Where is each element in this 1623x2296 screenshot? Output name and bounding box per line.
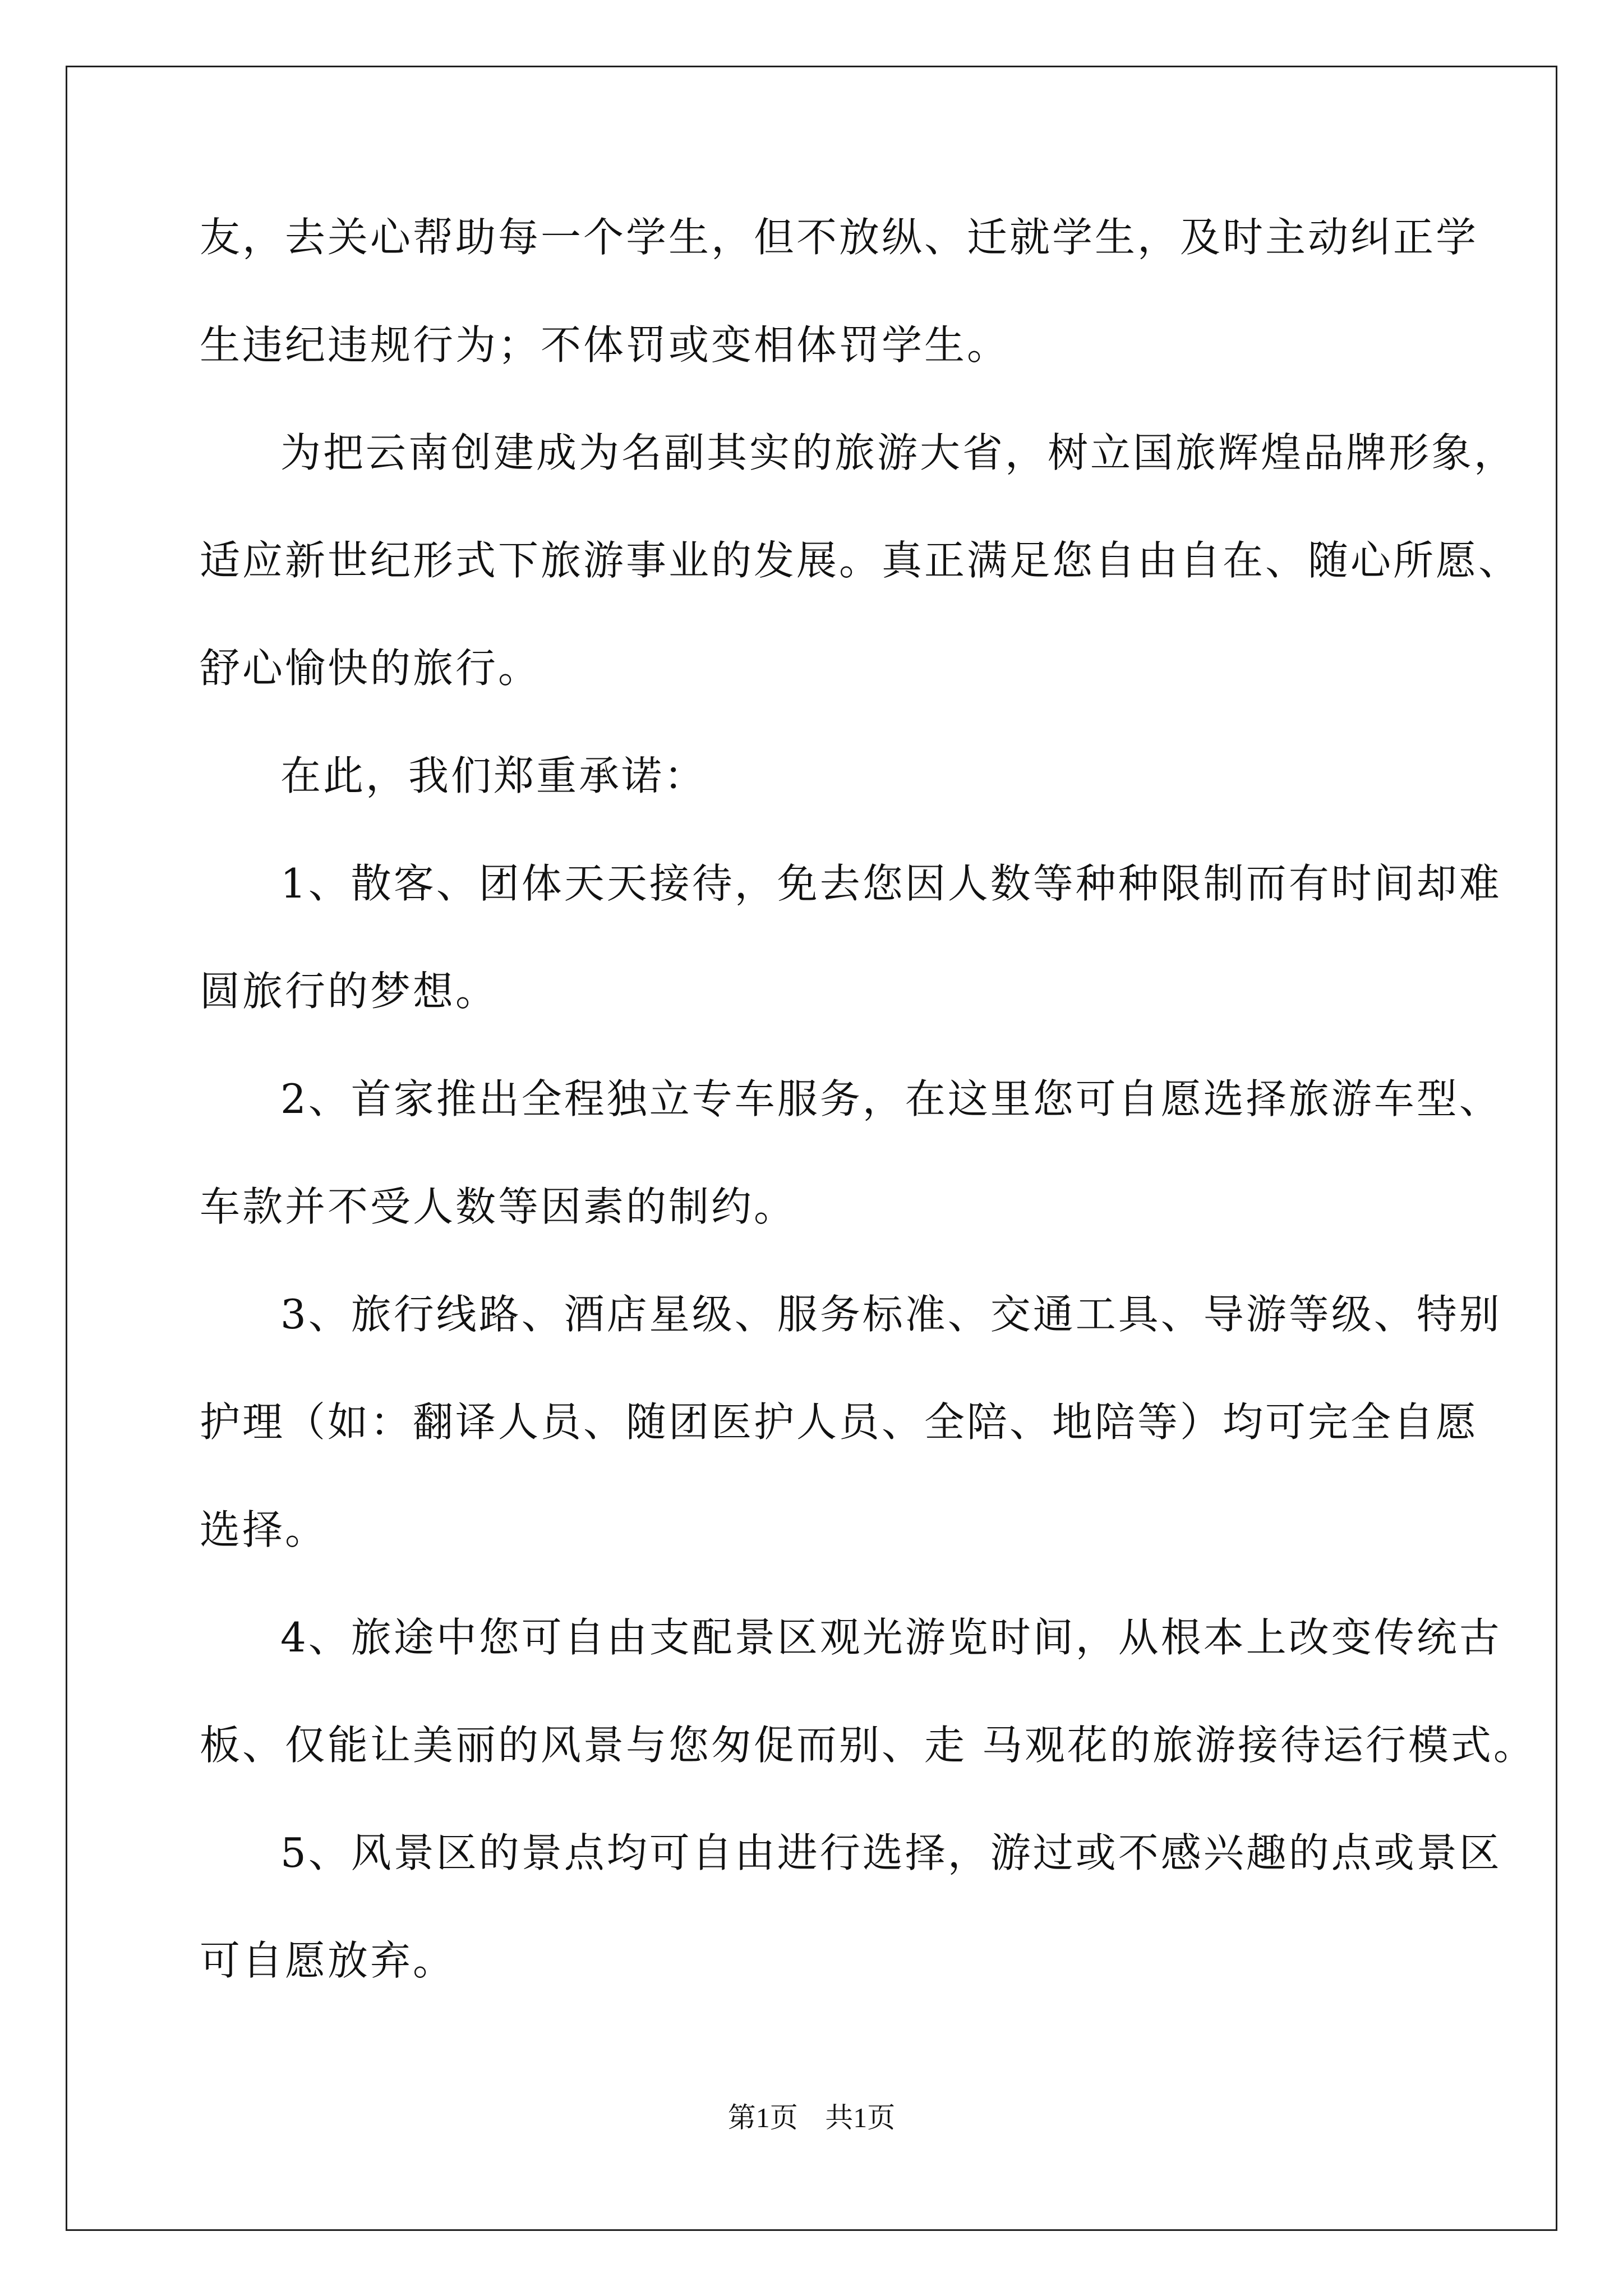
text-line: 为把云南创建成为名副其实的旅游大省，树立国旅辉煌品牌形象， xyxy=(280,429,1517,476)
paragraph xyxy=(200,749,1433,803)
text-line: 车款并不受人数等因素的制约。 xyxy=(200,1183,797,1230)
paragraph xyxy=(200,1826,1502,1987)
page-footer xyxy=(0,2101,1623,2134)
text-line: 选择。 xyxy=(200,1506,328,1553)
paragraph xyxy=(200,1072,1502,1234)
text-line: 在此，我们郑重承诺： xyxy=(280,752,707,799)
text-line: 板、仅能让美丽的风景与您匆促而别、走 马观花的旅游接待运行模式。 xyxy=(200,1722,1536,1769)
text-line: 5、风景区的景点均可自由进行选择，游过或不感兴趣的点或景区 xyxy=(280,1829,1502,1876)
text-line: 生违纪违规行为；不体罚或变相体罚学生。 xyxy=(200,321,1010,369)
text-line: 可自愿放弃。 xyxy=(200,1937,456,1984)
document-body xyxy=(200,210,1536,1987)
paragraph xyxy=(200,857,1502,1018)
text-line: 友，去关心帮助每一个学生，但不放纵、迁就学生，及时主动纠正学 xyxy=(200,214,1479,261)
text-line: 1、散客、团体天天接待，免去您因人数等种种限制而有时间却难 xyxy=(280,860,1502,907)
paragraph xyxy=(200,1287,1502,1557)
paragraph xyxy=(200,1611,1536,1772)
paragraph xyxy=(200,210,1479,372)
text-line: 护理（如：翻译人员、随团医护人员、全陪、地陪等）均可完全自愿 xyxy=(200,1398,1479,1446)
page-number: 第1页 xyxy=(727,2102,798,2133)
text-line: 圆旅行的梦想。 xyxy=(200,968,499,1015)
text-line: 适应新世纪形式下旅游事业的发展。真正满足您自由自在、随心所愿、 xyxy=(200,537,1521,584)
text-line: 舒心愉快的旅行。 xyxy=(200,645,541,692)
paragraph xyxy=(200,426,1521,695)
text-line: 2、首家推出全程独立专车服务，在这里您可自愿选择旅游车型、 xyxy=(280,1075,1502,1122)
page-total: 共1页 xyxy=(825,2102,896,2133)
text-line: 3、旅行线路、酒店星级、服务标准、交通工具、导游等级、特别 xyxy=(280,1291,1502,1338)
text-line: 4、旅途中您可自由支配景区观光游览时间，从根本上改变传统古 xyxy=(280,1614,1502,1661)
